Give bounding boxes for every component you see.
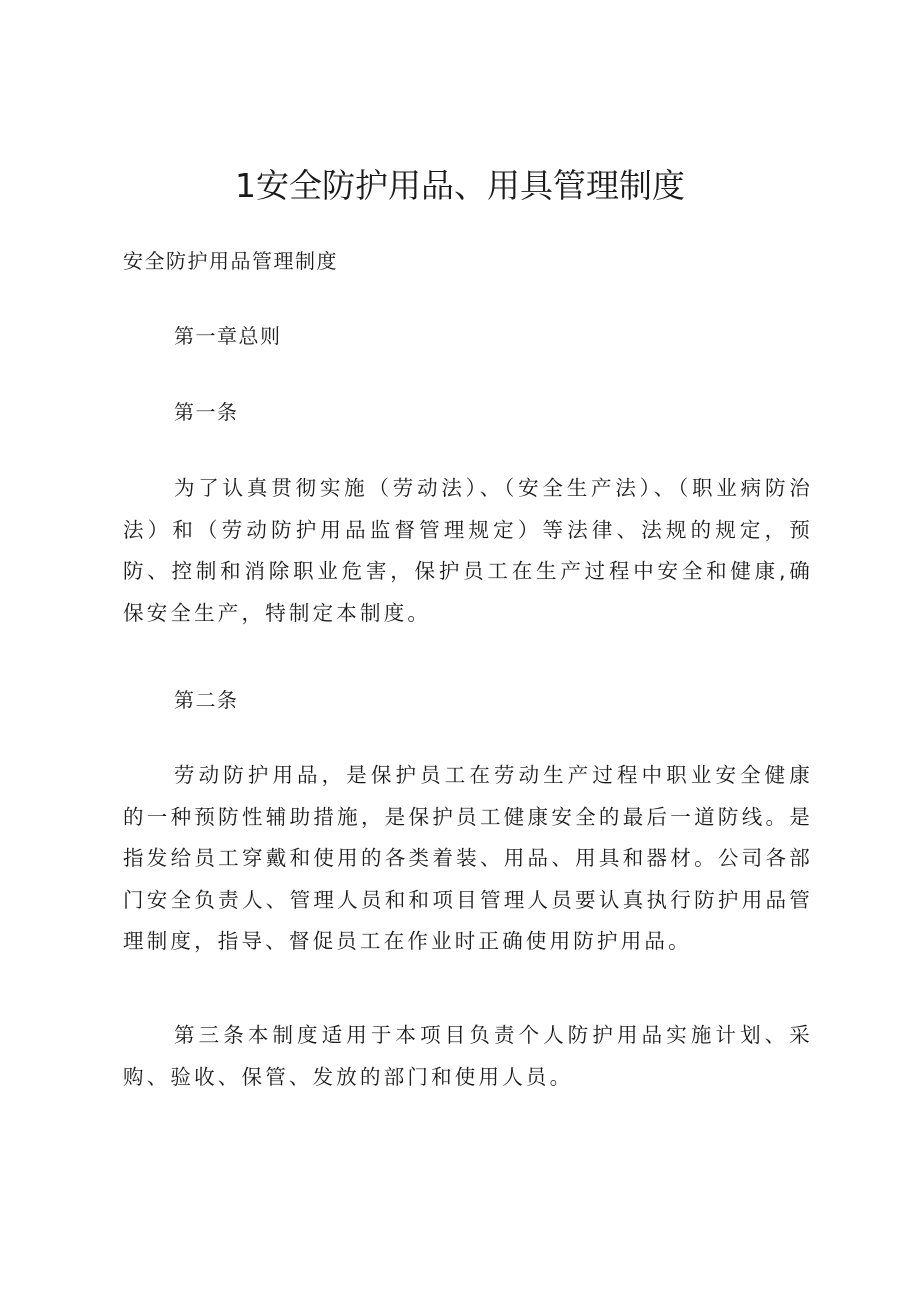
- document-subtitle: 安全防护用品管理制度: [123, 249, 338, 273]
- document-title: 1安全防护用品、用具管理制度: [235, 166, 685, 205]
- chapter-heading: 第一章总则: [174, 324, 282, 348]
- article-1-heading: 第一条: [174, 400, 239, 424]
- article-1-paragraph: 为了认真贯彻实施（劳动法）、（安全生产法）、（职业病防治法）和（劳动防护用品监督管理规定）等法律、法规的规定，预防、控制和消除职业危害，保护员工在生产过程中安全和健康,确保安全生产，特制定本制度。: [123, 476, 813, 625]
- article-2-heading: 第二条: [174, 688, 239, 712]
- article-2-paragraph: 劳动防护用品，是保护员工在劳动生产过程中职业安全健康的一种预防性辅助措施，是保护员工健康安全的最后一道防线。是指发给员工穿戴和使用的各类着装、用品、用具和器材。公司各部门安全负责人、管理人员和和项目管理人员要认真执行防护用品管理制度，指导、督促员工在作业时正确使用防护用品。: [123, 763, 813, 953]
- article-3-paragraph: 第三条本制度适用于本项目负责个人防护用品实施计划、采购、验收、保管、发放的部门和使用人员。: [123, 1023, 813, 1089]
